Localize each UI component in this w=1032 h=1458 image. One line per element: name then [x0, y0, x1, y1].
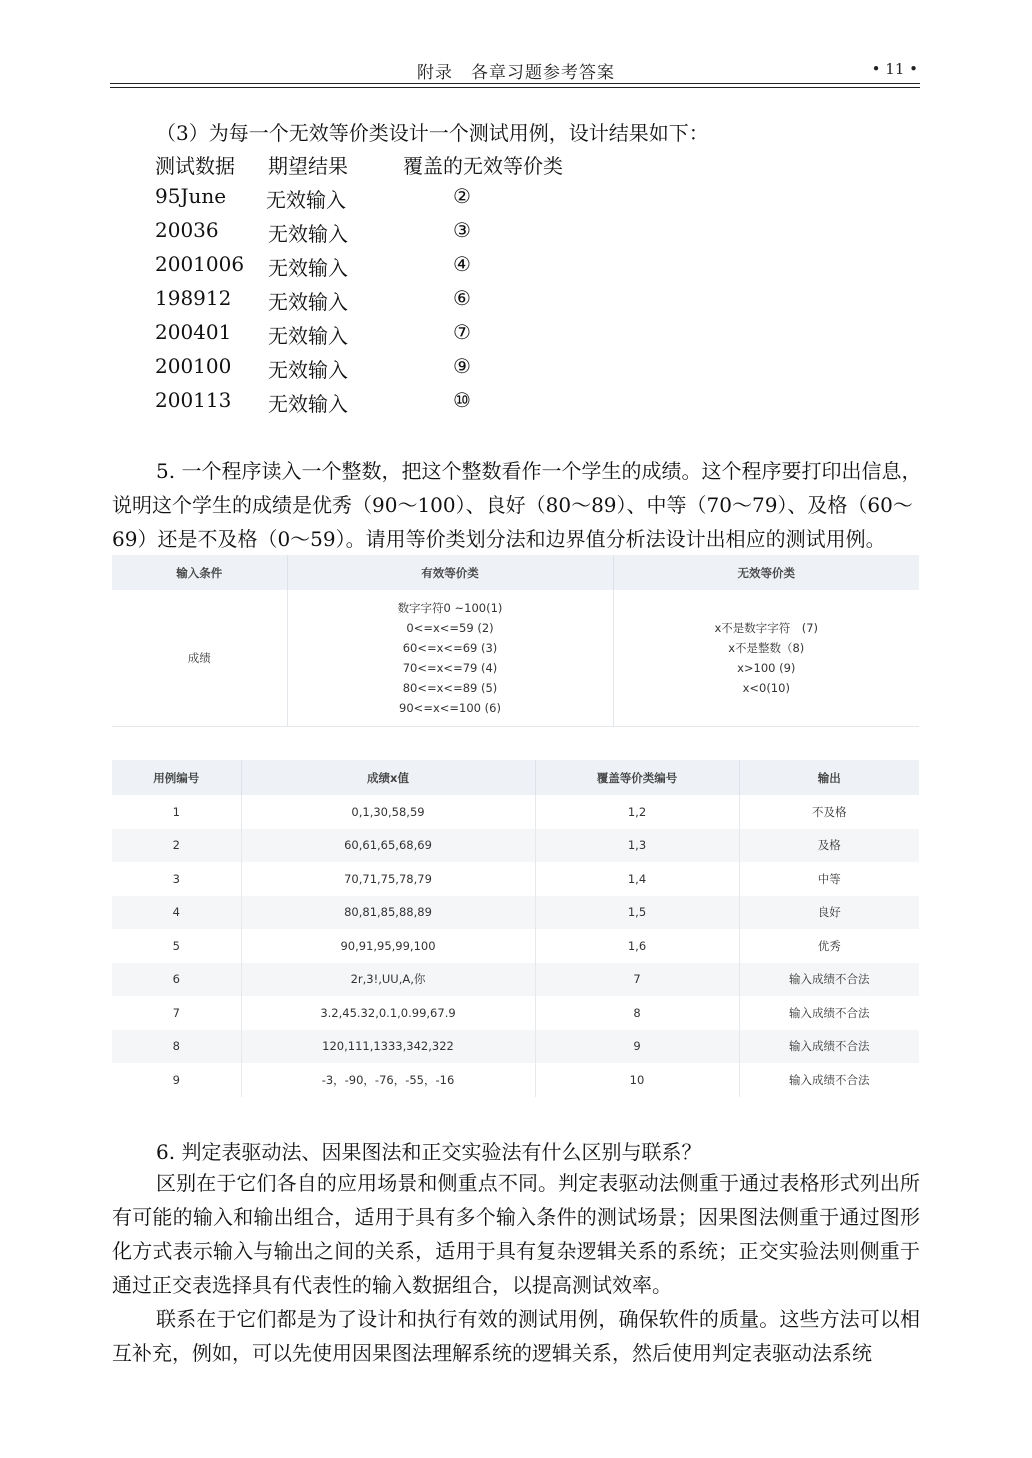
- question-6: 6. 判定表驱动法、因果图法和正交实验法有什么区别与联系？: [156, 1140, 702, 1164]
- valid-class: 80<=x<=89 (5): [402, 681, 498, 695]
- covered-classes: 8: [535, 996, 739, 1030]
- case-id: 6: [112, 963, 241, 997]
- covered-classes: 1,2: [535, 795, 739, 829]
- score-values: -3，-90，-76，-55，-16: [241, 1063, 535, 1097]
- col-invalid-classes: 无效等价类: [613, 555, 919, 590]
- case-id: 8: [112, 1030, 241, 1064]
- case-expected: 无效输入: [268, 324, 348, 348]
- case-id: 7: [112, 996, 241, 1030]
- header-test-data: 测试数据: [155, 154, 235, 178]
- case-data: 200401: [155, 320, 232, 344]
- case-covered: ⑩: [453, 388, 471, 412]
- output: 不及格: [812, 804, 847, 819]
- table-row: [112, 963, 919, 997]
- question-5-line2: 说明这个学生的成绩是优秀（90～100）、良好（80～89）、中等（70～79）、及格（60～: [112, 493, 913, 517]
- case-data: 2001006: [155, 252, 245, 276]
- table-row: [112, 1030, 919, 1064]
- table-row: [112, 795, 919, 829]
- table-row: [112, 862, 919, 896]
- valid-classes-cell: [287, 590, 613, 727]
- score-values: 90,91,95,99,100: [241, 929, 535, 963]
- header-covered: 覆盖的无效等价类: [403, 154, 563, 178]
- invalid-class: x不是整数（8): [728, 641, 805, 655]
- page-header: [112, 52, 920, 82]
- valid-class: 数字字符0 ~100(1): [397, 601, 503, 615]
- header-rule: [110, 83, 920, 84]
- table-header-row: [112, 760, 919, 795]
- case-data: 198912: [155, 286, 232, 310]
- output: 优秀: [817, 938, 841, 953]
- invalid-class: x>100 (9): [737, 661, 796, 675]
- case-expected: 无效输入: [268, 392, 348, 416]
- table-row: [112, 929, 919, 963]
- case-data: 95June: [155, 184, 227, 208]
- case-covered: ⑥: [453, 286, 471, 310]
- case-covered: ③: [453, 218, 471, 242]
- covered-classes: 10: [535, 1063, 739, 1097]
- output: 中等: [817, 871, 841, 886]
- score-values: 3.2,45.32,0.1,0.99,67.9: [241, 996, 535, 1030]
- output: 及格: [739, 829, 919, 863]
- table-row: [112, 1063, 919, 1097]
- question-5-line3: 69）还是不及格（0～59）。请用等价类划分法和边界值分析法设计出相应的测试用例。: [112, 527, 886, 551]
- equivalence-class-table: [112, 555, 919, 727]
- case-covered: ②: [453, 184, 471, 208]
- col-case-id: 用例编号: [112, 760, 241, 795]
- covered-classes: 1,5: [535, 896, 739, 930]
- case-covered: ⑨: [453, 354, 471, 378]
- invalid-class: x不是数字字符 (7): [714, 621, 819, 635]
- header-rule-thin: [110, 87, 920, 88]
- case-id: 3: [112, 862, 241, 896]
- col-score-values: 成绩x值: [241, 760, 535, 795]
- case-expected: 无效输入: [268, 222, 348, 246]
- covered-classes: 1,3: [535, 829, 739, 863]
- case-data: 200113: [155, 388, 232, 412]
- invalid-class: x<0(10): [742, 681, 790, 695]
- valid-class: 90<=x<=100 (6): [399, 701, 501, 715]
- score-values: 60,61,65,68,69: [241, 829, 535, 863]
- header-expected: 期望结果: [268, 154, 348, 178]
- col-valid-classes: 有效等价类: [287, 555, 613, 590]
- covered-classes: 7: [535, 963, 739, 997]
- page-number: • 11 •: [871, 60, 918, 78]
- answer-relation-paragraph: 联系在于它们都是为了设计和执行有效的测试用例，确保软件的质量。这些方法可以相互补充，例如，可以先使用因果图法理解系统的逻辑关系，然后使用判定表驱动法系统: [112, 1307, 920, 1365]
- score-values: 120,111,1333,342,322: [241, 1030, 535, 1064]
- score-values: 80,81,85,88,89: [241, 896, 535, 930]
- score-values: 70,71,75,78,79: [241, 862, 535, 896]
- output: 输入成绩不合法: [739, 1030, 919, 1064]
- table-row: [112, 590, 919, 727]
- case-expected: 无效输入: [266, 188, 346, 212]
- case-id: 9: [112, 1063, 241, 1097]
- valid-class: 60<=x<=69 (3): [402, 641, 498, 655]
- covered-classes: 1,6: [535, 929, 739, 963]
- case-expected: 无效输入: [268, 358, 348, 382]
- case-id: 1: [112, 795, 241, 829]
- table-row: [112, 896, 919, 930]
- covered-classes: 1,4: [535, 862, 739, 896]
- case-id: 5: [112, 929, 241, 963]
- covered-classes: 9: [535, 1030, 739, 1064]
- table-row: [112, 996, 919, 1030]
- intro-text: （3）为每一个无效等价类设计一个测试用例，设计结果如下：: [156, 121, 709, 145]
- output: 输入成绩不合法: [789, 1005, 870, 1020]
- question-5-line1: 5. 一个程序读入一个整数，把这个整数看作一个学生的成绩。这个程序要打印出信息，: [156, 459, 922, 483]
- valid-class: 0<=x<=59 (2): [406, 621, 494, 635]
- col-input-condition: 输入条件: [112, 555, 287, 590]
- case-id: 4: [112, 896, 241, 930]
- valid-class: 70<=x<=79 (4): [402, 661, 498, 675]
- case-expected: 无效输入: [268, 290, 348, 314]
- answer-difference-paragraph: 区别在于它们各自的应用场景和侧重点不同。判定表驱动法侧重于通过表格形式列出所有可能的输入和输出组合，适用于具有多个输入条件的测试场景；因果图法侧重于通过图形化方式表示输入与输出之间的关系，适用于具有复杂逻辑关系的系统；正交实验法则侧重于通过正交表选择具有代表性的输入数据组合，以提高测试效率。: [112, 1171, 920, 1297]
- condition-cell: 成绩: [112, 590, 287, 727]
- table-header-row: [112, 555, 919, 590]
- case-id: 2: [112, 829, 241, 863]
- col-output: 输出: [739, 760, 919, 795]
- case-data: 20036: [155, 218, 219, 242]
- col-covered-classes: 覆盖等价类编号: [535, 760, 739, 795]
- score-values: 2r,3!,UU,A,你: [241, 963, 535, 997]
- case-expected: 无效输入: [268, 256, 348, 280]
- case-covered: ⑦: [453, 320, 471, 344]
- case-covered: ④: [453, 252, 471, 276]
- score-values: 0,1,30,58,59: [241, 795, 535, 829]
- test-case-table: [112, 760, 919, 1097]
- running-title: 附录 各章习题参考答案: [417, 63, 615, 83]
- case-data: 200100: [155, 354, 232, 378]
- output: 良好: [739, 896, 919, 930]
- invalid-classes-cell: [613, 590, 919, 727]
- output: 输入成绩不合法: [739, 963, 919, 997]
- output: 输入成绩不合法: [789, 1072, 870, 1087]
- table-row: [112, 829, 919, 863]
